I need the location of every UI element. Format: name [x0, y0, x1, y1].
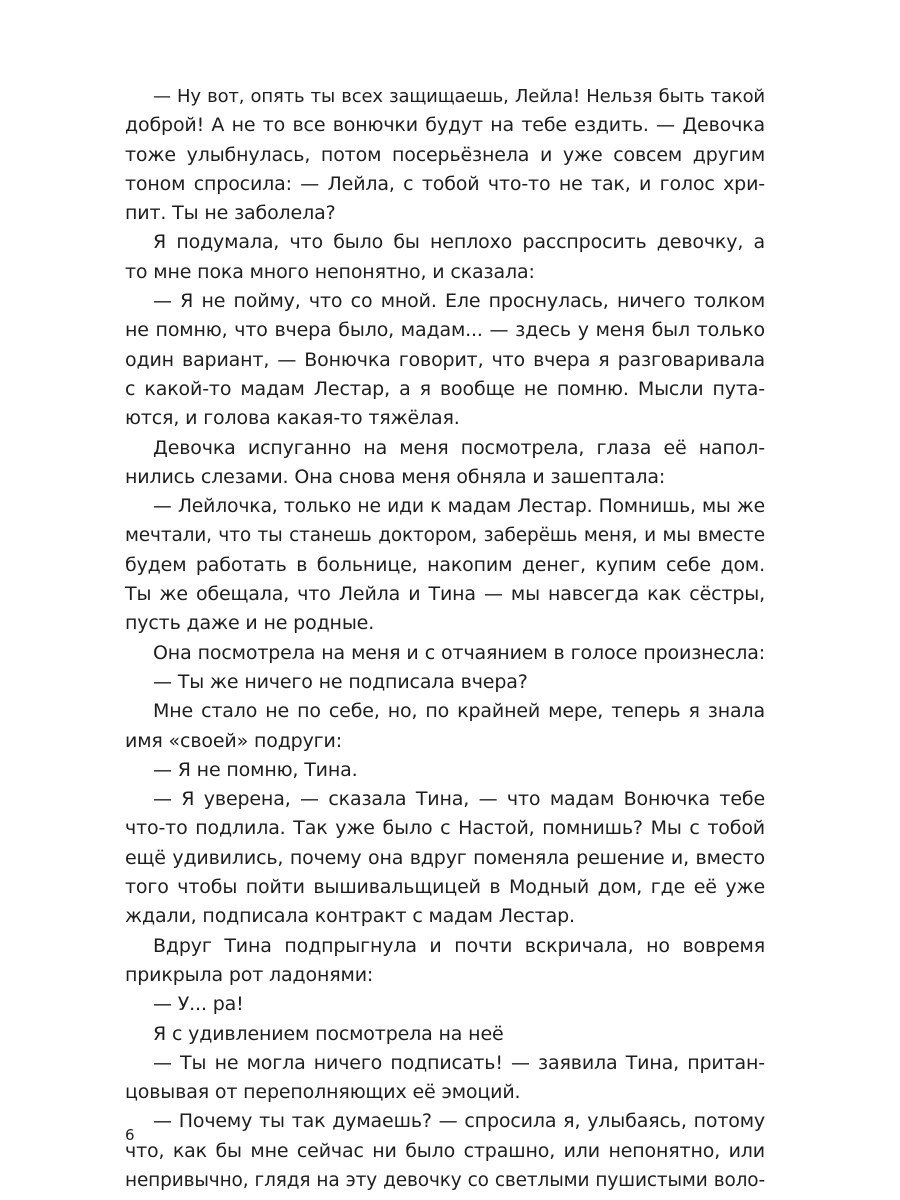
text-line: Я подумала, что было бы неплохо расспросить девочку, а — [153, 231, 765, 254]
text-line: непривычно, глядя на эту девочку со светлыми пушистыми воло- — [125, 1169, 765, 1191]
text-line: то мне пока много непонятно, и сказала: — [125, 260, 535, 283]
text-line: один вариант, — Вонючка говорит, что вчера я разговаривала — [125, 348, 765, 371]
text-line: того чтобы пойти вышивальщицей в Модный дом, где её уже — [125, 876, 765, 899]
text-line: — Я уверена, — сказала Тина, — что мадам Вонючка тебе — [153, 788, 765, 811]
text-line: цовывая от переполняющих её эмоций. — [125, 1081, 521, 1104]
text-line: — Я не помню, Тина. — [153, 758, 358, 781]
text-line: Девочка испуганно на меня посмотрела, глаза её напол- — [153, 436, 765, 459]
text-line: — Лейлочка, только не иди к мадам Лестар. Помнишь, мы же — [153, 496, 765, 518]
text-line: — Ну вот, опять ты всех защищаешь, Лейла! Нельзя быть такой — [153, 86, 765, 107]
page-number: 6 — [125, 1126, 135, 1144]
text-line: — Почему ты так думаешь? — спросила я, улыбаясь, потому — [153, 1110, 765, 1133]
text-line: — У... ра! — [153, 993, 244, 1016]
text-line: ются, и голова какая-то тяжёлая. — [125, 407, 460, 430]
body-text — [125, 82, 765, 1195]
text-line: Мне стало не по себе, но, по крайней мере, теперь я знала — [153, 700, 765, 723]
text-line: — Ты не могла ничего подписать! — заявила Тина, притан- — [153, 1051, 765, 1074]
text-line: тоном спросила: — Лейла, с тобой что-то не так, и голос хри- — [125, 172, 765, 195]
text-line: не помню, что вчера было, мадам... — здесь у меня был только — [125, 319, 765, 342]
text-line: нились слезами. Она снова меня обняла и зашептала: — [125, 465, 666, 488]
text-line: Она посмотрела на меня и с отчаянием в голосе произнесла: — [153, 641, 765, 664]
text-line: Я с удивлением посмотрела на неё — [153, 1022, 504, 1045]
text-line: прикрыла рот ладонями: — [125, 963, 374, 986]
text-line: Вдруг Тина подпрыгнула и почти вскричала, но вовремя — [153, 934, 765, 957]
text-line: — Ты же ничего не подписала вчера? — [153, 670, 528, 693]
text-line: Ты же обещала, что Лейла и Тина — мы навсегда как сёстры, — [125, 583, 765, 606]
text-line: что, как бы мне сейчас ни было страшно, или непонятно, или — [125, 1139, 765, 1162]
text-line: с какой-то мадам Лестар, а я вообще не помню. Мысли пута- — [125, 377, 765, 400]
text-line: тоже улыбнулась, потом посерьёзнела и уже совсем другим — [125, 143, 765, 166]
text-line: — Я не пойму, что со мной. Еле проснулась, ничего толком — [153, 290, 765, 313]
text-line: что-то подлила. Так уже было с Настой, помнишь? Мы с тобой — [125, 817, 765, 840]
text-line: ждали, подписала контракт с мадам Лестар. — [125, 905, 575, 928]
text-line: доброй! А не то все вонючки будут на тебе ездить. — Девочка — [125, 114, 765, 137]
text-line: будем работать в больнице, накопим денег, купим себе дом. — [125, 553, 765, 576]
text-line: мечтали, что ты станешь доктором, заберёшь меня, и мы вместе — [125, 525, 765, 547]
text-line: имя «своей» подруги: — [125, 729, 342, 752]
text-line: пусть даже и не родные. — [125, 612, 375, 635]
text-line: пит. Ты не заболела? — [125, 202, 336, 225]
text-line: ещё удивились, почему она вдруг поменяла решение и, вместо — [125, 846, 765, 869]
